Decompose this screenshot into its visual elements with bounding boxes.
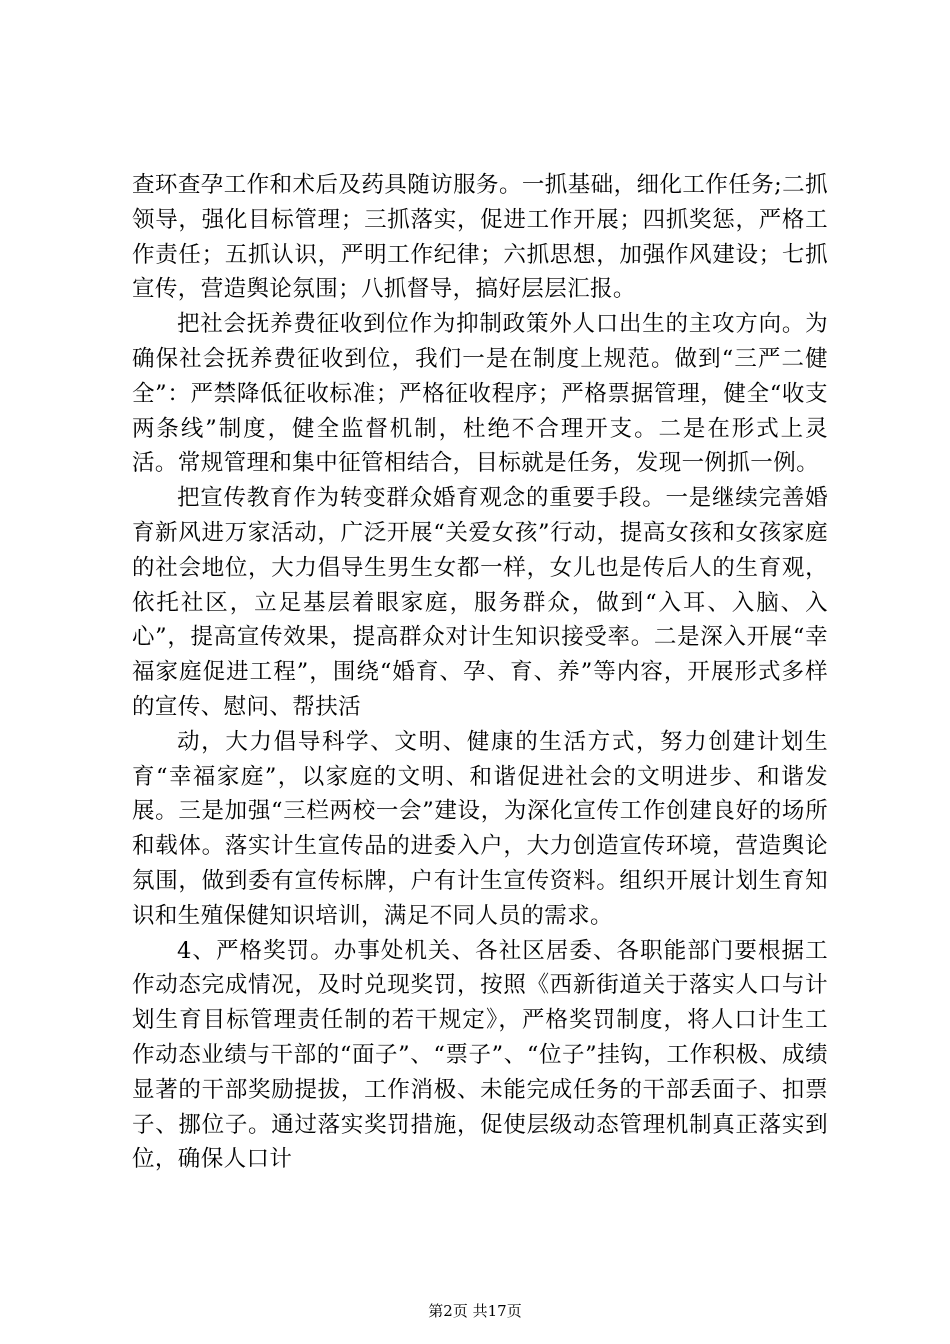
paragraph: 查环查孕工作和术后及药具随访服务。一抓基础，细化工作任务;二抓领导，强化目标管理；三抓落实，促进工作开展；四抓奖惩，严格工作责任；五抓认识，严明工作纪律；六抓思想，加强作风建设；七抓宣传，营造舆论氛围；八抓督导，搞好层层汇报。 bbox=[132, 172, 828, 303]
paragraph: 4、严格奖罚。办事处机关、各社区居委、各职能部门要根据工作动态完成情况，及时兑现奖罚，按照《西新街道关于落实人口与计划生育目标管理责任制的若干规定》，严格奖罚制度，将人口计生工作动态业绩与干部的“面子”、“票子”、“位子”挂钩，工作积极、成绩显著的干部奖励提拔，工作消极、未能完成任务的干部丢面子、扣票子、挪位子。通过落实奖罚措施，促使层级动态管理机制真正落实到位，确保人口计 bbox=[132, 937, 828, 1173]
document-body bbox=[132, 168, 828, 1177]
paragraph: 把宣传教育作为转变群众婚育观念的重要手段。一是继续完善婚育新风进万家活动，广泛开展“关爱女孩”行动，提高女孩和女孩家庭的社会地位，大力倡导生男生女都一样，女儿也是传后人的生育观，依托社区，立足基层着眼家庭，服务群众，做到“入耳、入脑、入心”，提高宣传效果，提高群众对计生知识接受率。二是深入开展“幸福家庭促进工程”，围绕“婚育、孕、育、养”等内容，开展形式多样的宣传、慰问、帮扶活 bbox=[132, 485, 828, 720]
page-footer: 第2页 共17页 bbox=[428, 1302, 522, 1320]
paragraph: 动，大力倡导科学、文明、健康的生活方式，努力创建计划生育“幸福家庭”，以家庭的文明、和谐促进社会的文明进步、和谐发展。三是加强“三栏两校一会”建设，为深化宣传工作创建良好的场所和载体。落实计生宣传品的进委入户，大力创造宣传环境，营造舆论氛围，做到委有宣传标牌，户有计生宣传资料。组织开展计划生育知识和生殖保健知识培训，满足不同人员的需求。 bbox=[132, 728, 828, 929]
paragraph: 把社会抚养费征收到位作为抑制政策外人口出生的主攻方向。为确保社会抚养费征收到位，我们一是在制度上规范。做到“三严二健全”：严禁降低征收标准；严格征收程序；严格票据管理，健全“收支两条线”制度，健全监督机制，杜绝不合理开支。二是在形式上灵活。常规管理和集中征管相结合，目标就是任务，发现一例抓一例。 bbox=[132, 311, 828, 477]
